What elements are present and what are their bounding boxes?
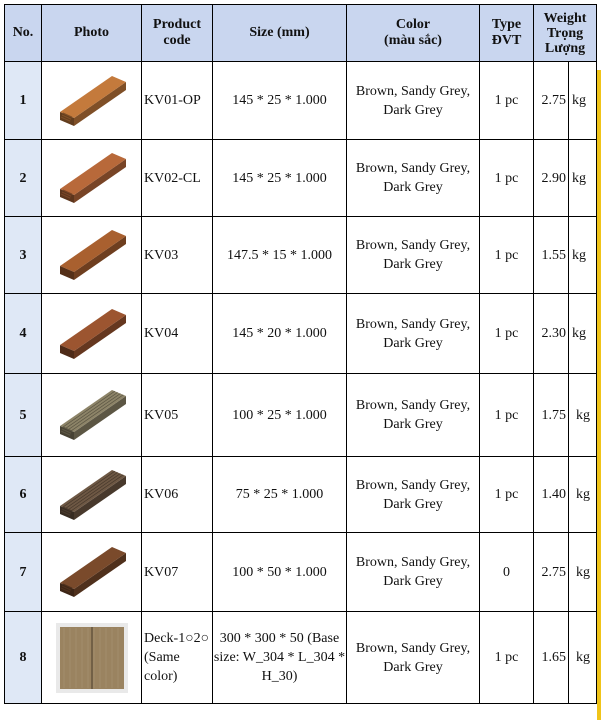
row-number: 2 <box>5 140 42 217</box>
header-no: No. <box>5 5 42 62</box>
weight-value: 2.75 <box>534 62 569 140</box>
product-type: 1 pc <box>480 217 534 294</box>
product-size: 145 * 20 * 1.000 <box>213 294 347 374</box>
product-color: Brown, Sandy Grey, Dark Grey <box>347 457 480 533</box>
weight-value: 1.55 <box>534 217 569 294</box>
product-size: 100 * 50 * 1.000 <box>213 533 347 612</box>
weight-unit: kg <box>569 140 597 217</box>
yellow-accent-bar <box>597 70 601 720</box>
weight-value: 1.40 <box>534 457 569 533</box>
solid-decking-board-icon <box>42 226 141 284</box>
hollow-decking-board-icon <box>42 149 141 207</box>
product-type: 1 pc <box>480 457 534 533</box>
product-photo <box>42 612 142 704</box>
grooved-decking-board-icon <box>42 386 141 444</box>
header-product-code: Product code <box>142 5 213 62</box>
product-type: 1 pc <box>480 294 534 374</box>
product-color: Brown, Sandy Grey, Dark Grey <box>347 294 480 374</box>
product-photo <box>42 457 142 533</box>
product-size: 300 * 300 * 50 (Base size: W_304 * L_304 * H_30) <box>213 612 347 704</box>
product-photo <box>42 374 142 457</box>
weight-unit: kg <box>569 374 597 457</box>
product-photo <box>42 217 142 294</box>
product-size: 100 * 25 * 1.000 <box>213 374 347 457</box>
product-code: Deck-1○2○ (Same color) <box>142 612 213 704</box>
weight-value: 2.90 <box>534 140 569 217</box>
weight-value: 1.75 <box>534 374 569 457</box>
row-number: 4 <box>5 294 42 374</box>
header-type: Type ĐVT <box>480 5 534 62</box>
product-row <box>5 533 597 612</box>
product-row <box>5 457 597 533</box>
product-photo <box>42 140 142 217</box>
product-row <box>5 217 597 294</box>
product-size: 145 * 25 * 1.000 <box>213 62 347 140</box>
product-table-sheet <box>4 4 600 717</box>
product-row <box>5 140 597 217</box>
product-color: Brown, Sandy Grey, Dark Grey <box>347 374 480 457</box>
weight-unit: kg <box>569 533 597 612</box>
header-photo: Photo <box>42 5 142 62</box>
product-photo <box>42 62 142 140</box>
row-number: 1 <box>5 62 42 140</box>
header-weight: Weight Trọng Lượng <box>534 5 597 62</box>
row-number: 7 <box>5 533 42 612</box>
product-code: KV04 <box>142 294 213 374</box>
header-row <box>5 5 597 62</box>
product-table <box>4 4 597 704</box>
product-size: 145 * 25 * 1.000 <box>213 140 347 217</box>
weight-unit: kg <box>569 612 597 704</box>
product-code: KV01-OP <box>142 62 213 140</box>
weight-unit: kg <box>569 217 597 294</box>
product-type: 1 pc <box>480 612 534 704</box>
header-size: Size (mm) <box>213 5 347 62</box>
weight-value: 2.75 <box>534 533 569 612</box>
hollow-decking-board-icon <box>42 72 141 130</box>
product-row <box>5 374 597 457</box>
grooved-decking-board-icon <box>42 466 141 524</box>
product-photo <box>42 533 142 612</box>
product-color: Brown, Sandy Grey, Dark Grey <box>347 140 480 217</box>
product-type: 1 pc <box>480 140 534 217</box>
product-row <box>5 612 597 704</box>
product-color: Brown, Sandy Grey, Dark Grey <box>347 62 480 140</box>
product-code: KV07 <box>142 533 213 612</box>
weight-value: 2.30 <box>534 294 569 374</box>
header-color: Color (màu sắc) <box>347 5 480 62</box>
product-type: 1 pc <box>480 62 534 140</box>
deck-tile-icon <box>42 623 141 693</box>
product-color: Brown, Sandy Grey, Dark Grey <box>347 533 480 612</box>
thick-hollow-board-icon <box>42 543 141 601</box>
weight-unit: kg <box>569 62 597 140</box>
product-code: KV02-CL <box>142 140 213 217</box>
weight-value: 1.65 <box>534 612 569 704</box>
product-color: Brown, Sandy Grey, Dark Grey <box>347 612 480 704</box>
product-row <box>5 62 597 140</box>
solid-decking-board-icon <box>42 305 141 363</box>
weight-unit: kg <box>569 457 597 533</box>
product-color: Brown, Sandy Grey, Dark Grey <box>347 217 480 294</box>
row-number: 8 <box>5 612 42 704</box>
product-code: KV03 <box>142 217 213 294</box>
row-number: 5 <box>5 374 42 457</box>
product-photo <box>42 294 142 374</box>
product-row <box>5 294 597 374</box>
row-number: 6 <box>5 457 42 533</box>
weight-unit: kg <box>569 294 597 374</box>
product-code: KV05 <box>142 374 213 457</box>
product-code: KV06 <box>142 457 213 533</box>
row-number: 3 <box>5 217 42 294</box>
product-size: 147.5 * 15 * 1.000 <box>213 217 347 294</box>
product-size: 75 * 25 * 1.000 <box>213 457 347 533</box>
product-type: 1 pc <box>480 374 534 457</box>
product-type: 0 <box>480 533 534 612</box>
